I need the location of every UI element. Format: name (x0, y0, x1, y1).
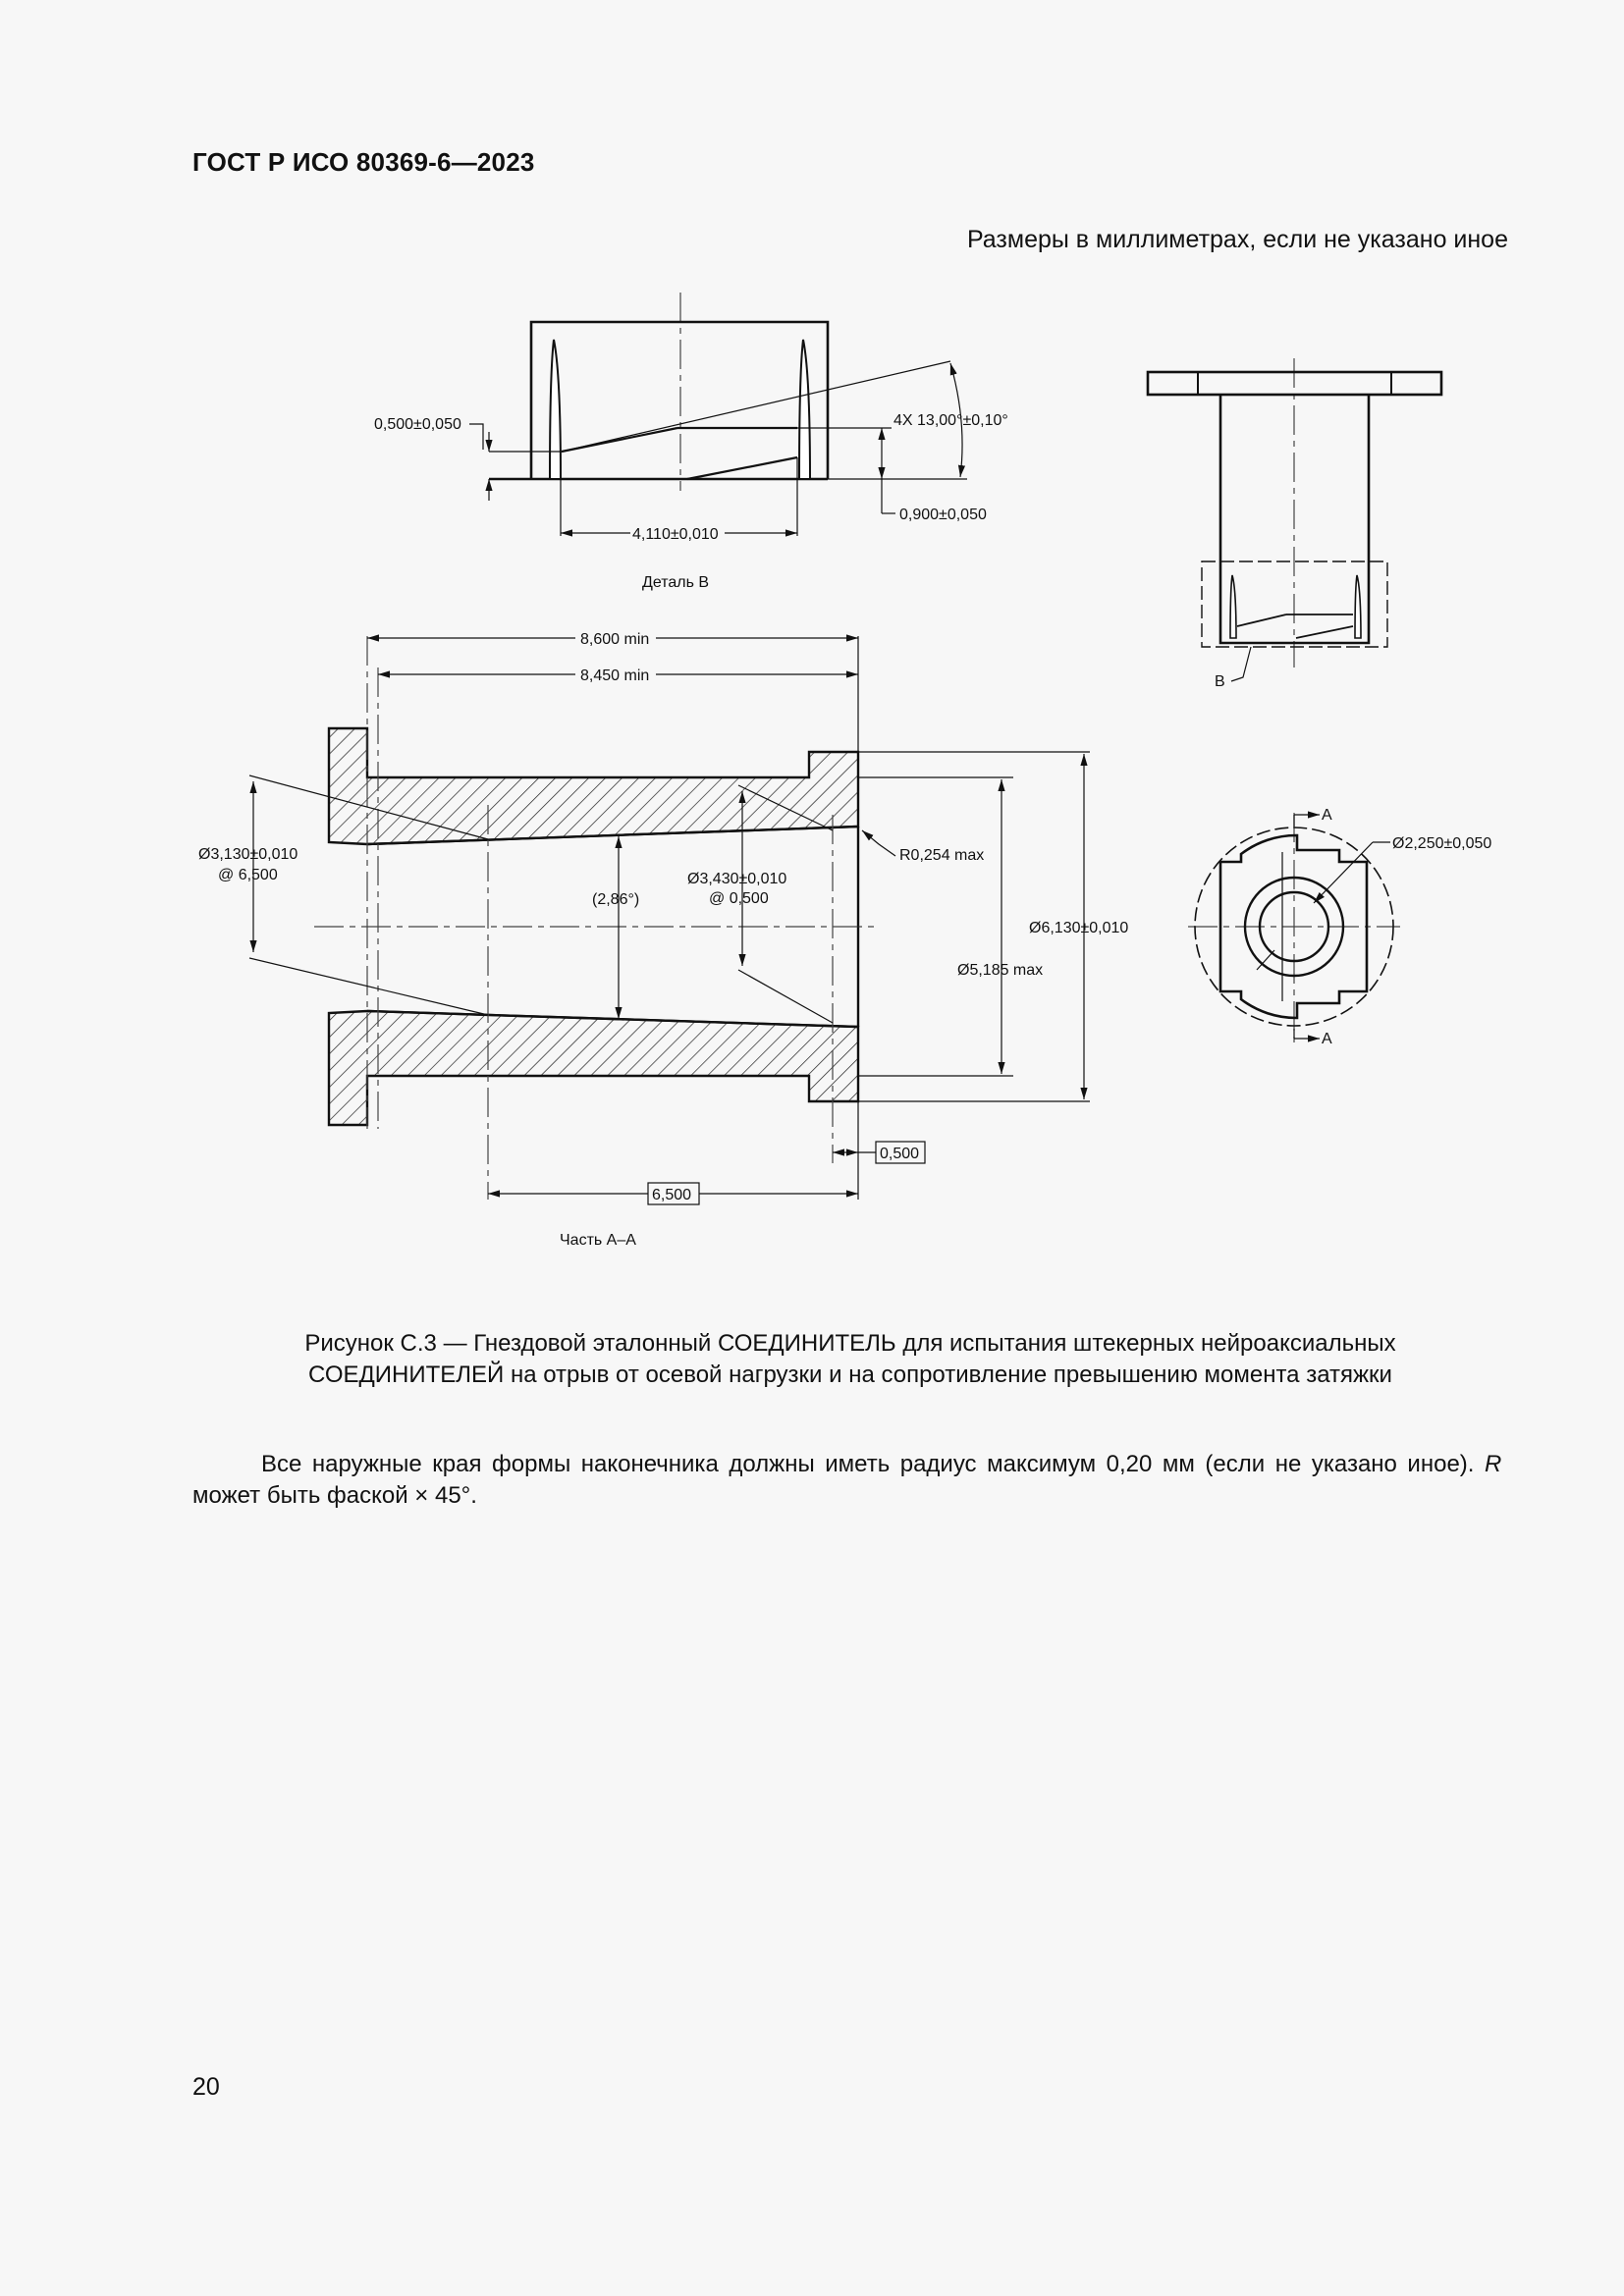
detail-b-view (374, 293, 1008, 591)
dim-0500: 0,500 (880, 1146, 920, 1162)
label-a-bottom: A (1322, 1031, 1332, 1047)
section-title: Часть A–A (560, 1232, 636, 1249)
body-sentence-2: может быть фаской × 45°. (192, 1482, 477, 1509)
dim-8600: 8,600 min (580, 631, 650, 648)
dim-height: 0,900±0,050 (899, 507, 987, 523)
figure-caption (192, 1328, 1508, 1391)
label-b: B (1215, 673, 1225, 690)
dim-3130-at: @ 6,500 (218, 867, 278, 883)
dim-r0254: R0,254 max (899, 847, 985, 864)
caption-line-1: Рисунок С.3 — Гнездовой эталонный СОЕДИНИТЕЛЬ для испытания штекерных нейроаксиальных (304, 1330, 1396, 1357)
section-a-a-view (198, 627, 1128, 1249)
dim-6130: Ø6,130±0,010 (1029, 920, 1129, 936)
dim-2250: Ø2,250±0,050 (1392, 835, 1492, 852)
dim-width: 4,110±0,010 (632, 526, 719, 543)
dim-3130: Ø3,130±0,010 (198, 846, 298, 863)
side-view (1148, 358, 1441, 690)
detail-b-title: Деталь B (642, 574, 710, 591)
dim-6500: 6,500 (652, 1187, 692, 1203)
dim-3430-at: @ 0,500 (709, 890, 769, 907)
label-a-top: A (1322, 807, 1332, 824)
caption-line-2: СОЕДИНИТЕЛЕЙ на отрыв от осевой нагрузки и на сопротивление превышению момента затяжки (308, 1362, 1392, 1388)
body-sentence-1: Все наружные края формы наконечника должны иметь радиус максимум 0,20 мм (если не указано иное). (261, 1451, 1475, 1477)
end-view (1188, 807, 1491, 1047)
document-header: ГОСТ Р ИСО 80369-6—2023 (192, 147, 535, 177)
body-paragraph (192, 1449, 1508, 1512)
r-symbol: R (1485, 1451, 1502, 1477)
dim-8450: 8,450 min (580, 667, 650, 684)
units-note: Размеры в миллиметрах, если не указано иное (966, 226, 1508, 253)
dim-angle: 4X 13,00°±0,10° (893, 412, 1008, 429)
dim-5185: Ø5,185 max (957, 962, 1044, 979)
page-number: 20 (192, 2073, 220, 2101)
dim-step: 0,500±0,050 (374, 416, 461, 433)
dim-3430: Ø3,430±0,010 (687, 871, 787, 887)
dim-286: (2,86°) (592, 891, 640, 908)
